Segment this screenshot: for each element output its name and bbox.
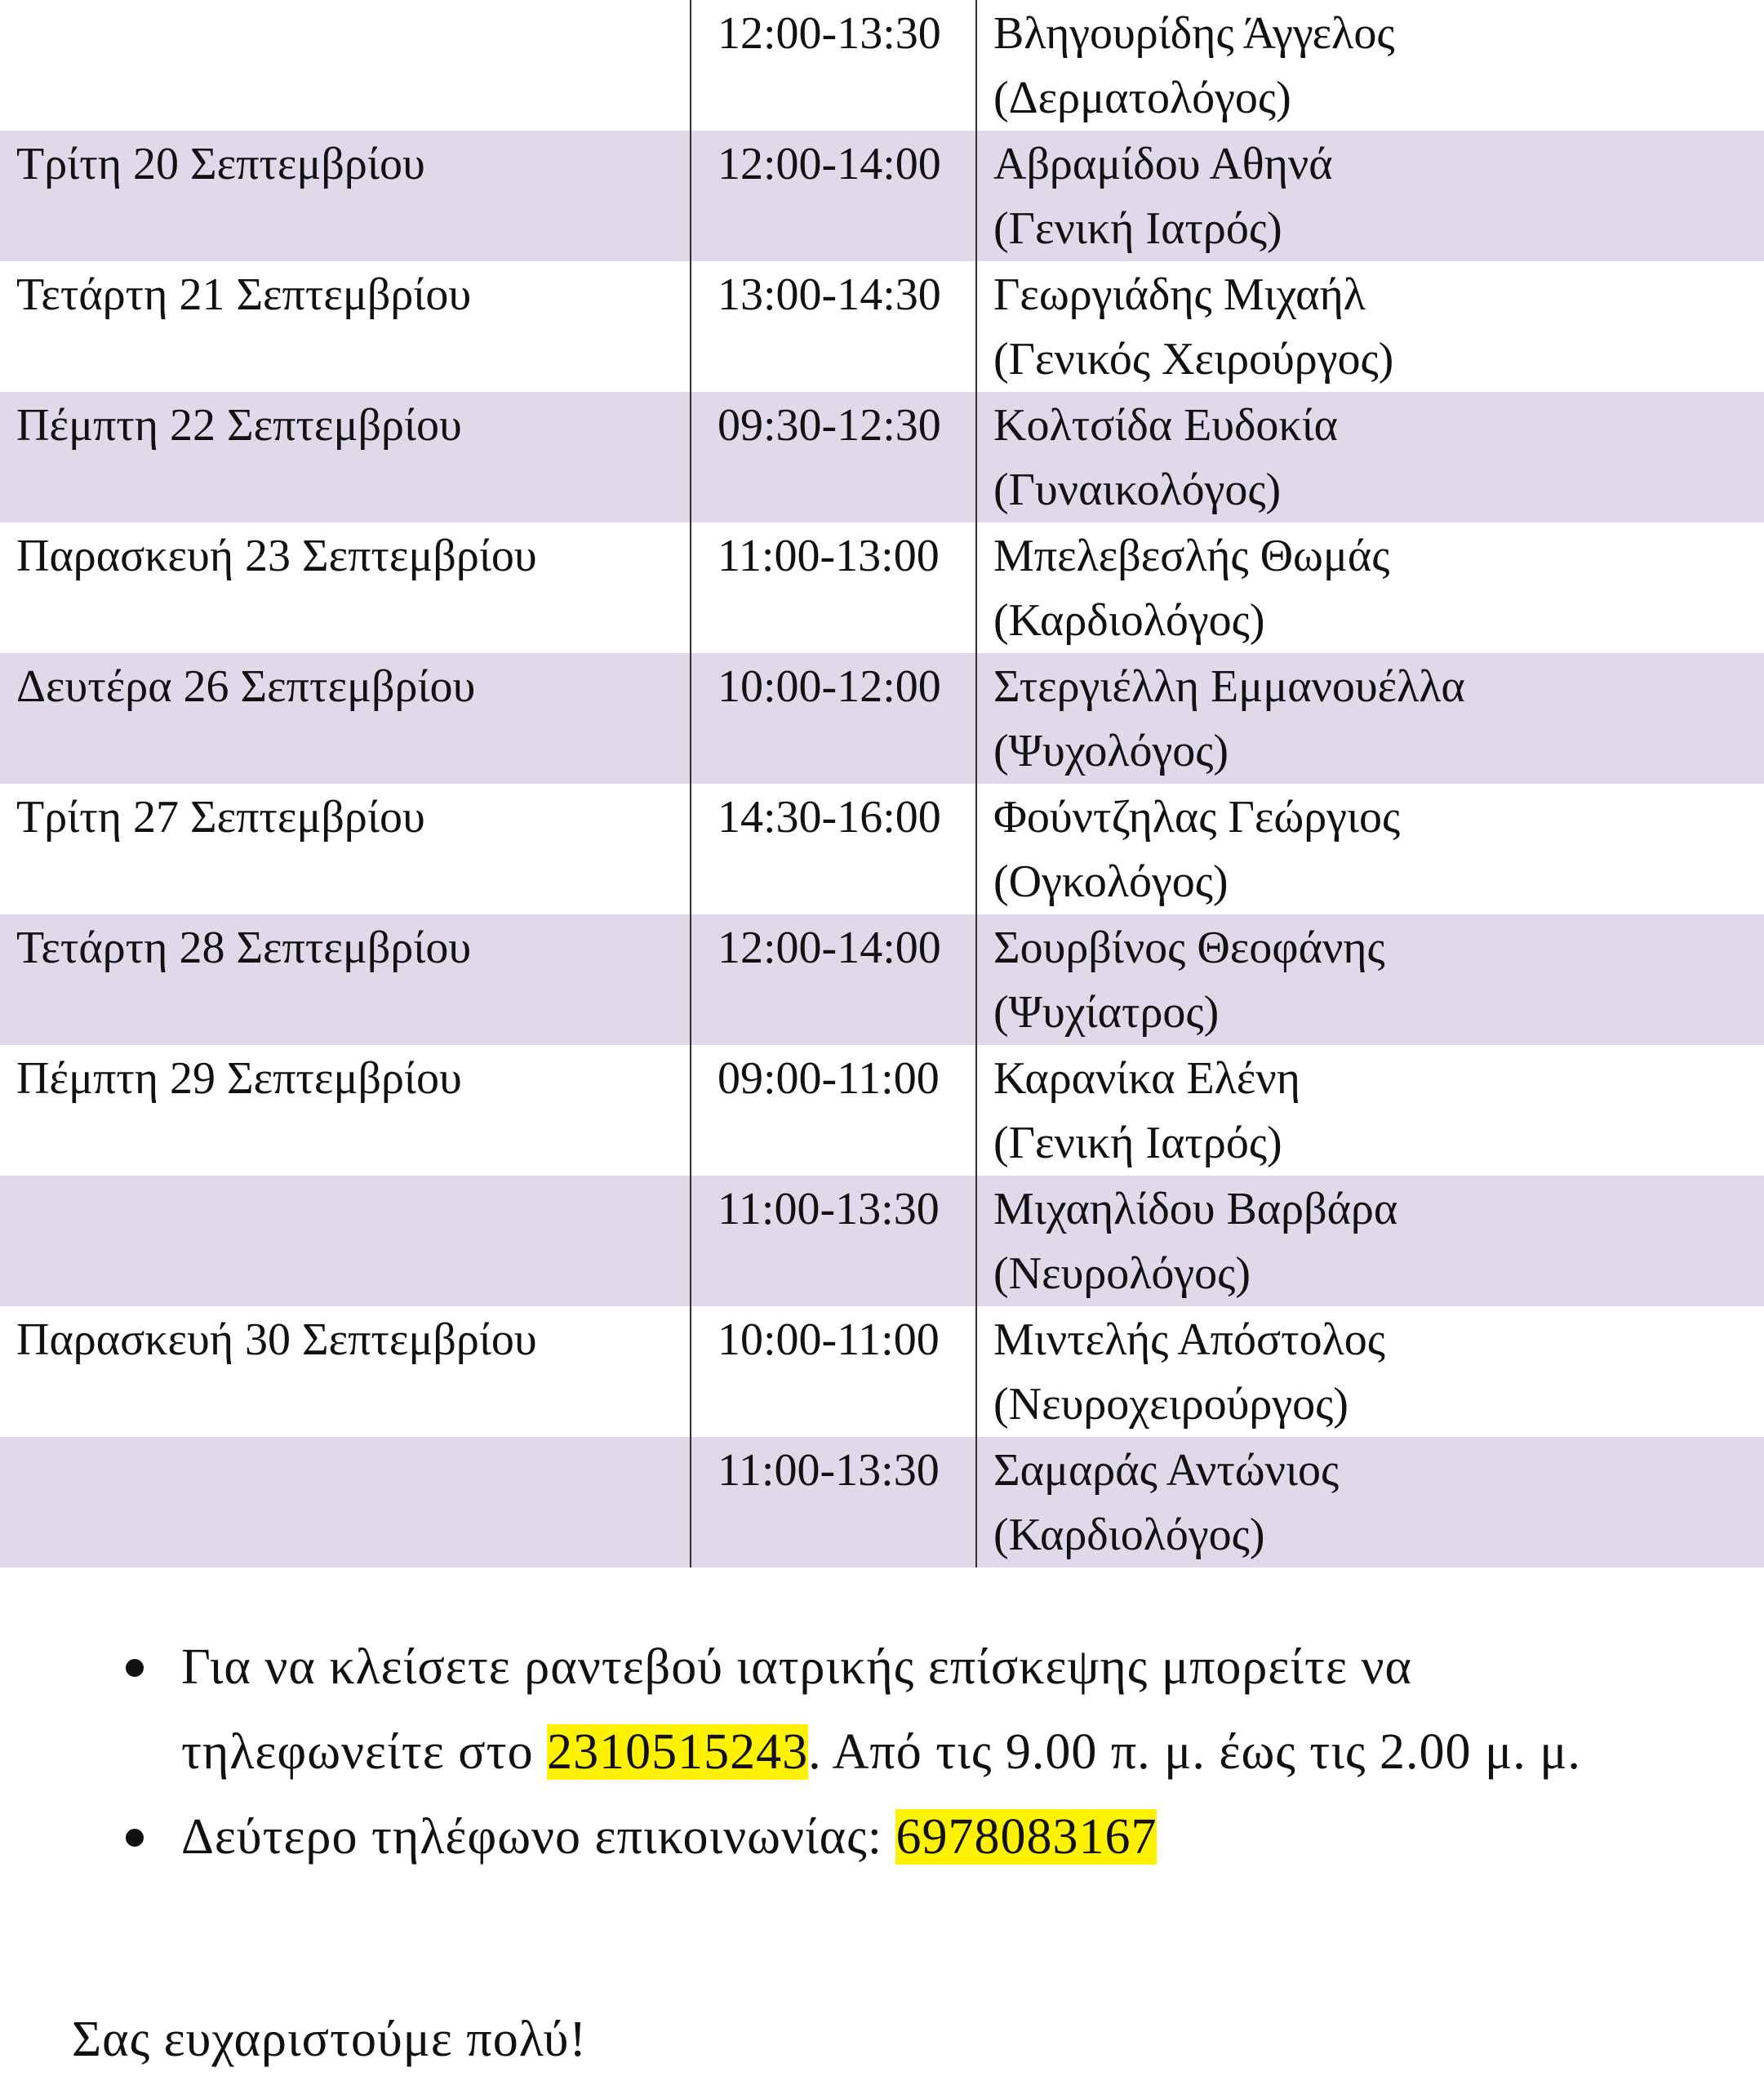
table-row (0, 392, 1764, 522)
time-cell: 13:00-14:30 (691, 261, 976, 392)
doctor-cell (976, 1306, 1764, 1437)
day-cell: Δευτέρα 26 Σεπτεμβρίου (0, 653, 691, 784)
day-cell: Πέμπτη 29 Σεπτεμβρίου (0, 1045, 691, 1176)
doctor-cell (976, 1176, 1764, 1306)
day-cell (0, 1176, 691, 1306)
doctor-cell (976, 522, 1764, 653)
doctor-name: Μπελεβεσλής Θωμάς (993, 531, 1390, 581)
doctor-name: Μιντελής Απόστολος (993, 1314, 1385, 1365)
time-cell: 14:30-16:00 (691, 784, 976, 914)
day-cell: Τρίτη 27 Σεπτεμβρίου (0, 784, 691, 914)
table-row (0, 522, 1764, 653)
doctor-name: Κολτσίδα Ευδοκία (993, 400, 1339, 451)
day-cell: Πέμπτη 22 Σεπτεμβρίου (0, 392, 691, 522)
doctor-name: Καρανίκα Ελένη (993, 1053, 1300, 1104)
second-phone[interactable]: 6978083167 (895, 1809, 1157, 1865)
table-row (0, 1306, 1764, 1437)
booking-phone[interactable]: 2310515243 (547, 1724, 809, 1780)
doctor-cell (976, 653, 1764, 784)
table-row (0, 653, 1764, 784)
doctor-specialty: (Νευροχειρούργος) (993, 1379, 1349, 1430)
day-cell: Παρασκευή 23 Σεπτεμβρίου (0, 522, 691, 653)
table-row (0, 914, 1764, 1045)
doctor-name: Γεωργιάδης Μιχαήλ (993, 269, 1366, 320)
table-row (0, 0, 1764, 131)
time-cell: 10:00-11:00 (691, 1306, 976, 1437)
doctor-cell (976, 131, 1764, 261)
doctor-name: Στεργιέλλη Εμμανουέλλα (993, 661, 1465, 712)
doctor-specialty: (Γενική Ιατρός) (993, 1118, 1282, 1168)
doctor-specialty: (Δερματολόγος) (993, 73, 1291, 123)
bullet-icon (126, 1659, 144, 1677)
doctor-name: Βληγουρίδης Άγγελος (993, 8, 1395, 59)
booking-text-before: Για να κλείσετε ραντεβού ιατρικής επίσκεψης μπορείτε να τηλεφωνείτε στο (181, 1639, 1413, 1780)
doctor-specialty: (Γυναικολόγος) (993, 465, 1282, 515)
doctor-specialty: (Ψυχολόγος) (993, 726, 1229, 776)
doctor-name: Φούντζηλας Γεώργιος (993, 792, 1401, 843)
day-cell (0, 1437, 691, 1568)
day-cell: Τρίτη 20 Σεπτεμβρίου (0, 131, 691, 261)
doctor-specialty: (Γενική Ιατρός) (993, 203, 1282, 254)
time-cell: 10:00-12:00 (691, 653, 976, 784)
time-cell: 09:30-12:30 (691, 392, 976, 522)
doctor-cell (976, 1437, 1764, 1568)
doctor-cell (976, 914, 1764, 1045)
closing-thanks: Σας ευχαριστούμε πολύ! (72, 2012, 588, 2067)
time-cell: 11:00-13:30 (691, 1437, 976, 1568)
doctor-cell (976, 261, 1764, 392)
doctor-specialty: (Ψυχίατρος) (993, 987, 1220, 1038)
doctor-specialty: (Νευρολόγος) (993, 1248, 1251, 1299)
table-row (0, 261, 1764, 392)
time-cell: 11:00-13:00 (691, 522, 976, 653)
table-row (0, 1045, 1764, 1176)
doctor-cell (976, 392, 1764, 522)
day-cell: Τετάρτη 28 Σεπτεμβρίου (0, 914, 691, 1045)
doctor-name: Αβραμίδου Αθηνά (993, 139, 1333, 189)
second-phone-text: Δεύτερο τηλέφωνο επικοινωνίας: (181, 1809, 896, 1865)
doctor-name: Μιχαηλίδου Βαρβάρα (993, 1184, 1398, 1234)
table-row (0, 1437, 1764, 1568)
time-cell: 09:00-11:00 (691, 1045, 976, 1176)
bullet-icon (126, 1829, 144, 1847)
doctor-specialty: (Ογκολόγος) (993, 856, 1229, 907)
day-cell: Τετάρτη 21 Σεπτεμβρίου (0, 261, 691, 392)
doctor-specialty: (Γενικός Χειρούργος) (993, 334, 1394, 385)
second-phone-note (0, 1794, 1764, 1879)
booking-text-after: . Από τις 9.00 π. μ. έως τις 2.00 μ. μ. (808, 1724, 1581, 1780)
doctor-name: Σαμαράς Αντώνιος (993, 1445, 1340, 1496)
time-cell: 12:00-13:30 (691, 0, 976, 131)
doctor-cell (976, 1045, 1764, 1176)
table-row (0, 131, 1764, 261)
doctor-specialty: (Καρδιολόγος) (993, 1510, 1265, 1560)
time-cell: 12:00-14:00 (691, 914, 976, 1045)
doctor-cell (976, 784, 1764, 914)
table-row (0, 784, 1764, 914)
table-row (0, 1176, 1764, 1306)
time-cell: 11:00-13:30 (691, 1176, 976, 1306)
doctor-name: Σουρβίνος Θεοφάνης (993, 923, 1385, 973)
day-cell (0, 0, 691, 131)
booking-note (0, 1625, 1764, 1794)
time-cell: 12:00-14:00 (691, 131, 976, 261)
day-cell: Παρασκευή 30 Σεπτεμβρίου (0, 1306, 691, 1437)
doctor-cell (976, 0, 1764, 131)
contact-notes-list (0, 1625, 1764, 1879)
doctor-specialty: (Καρδιολόγος) (993, 595, 1265, 646)
